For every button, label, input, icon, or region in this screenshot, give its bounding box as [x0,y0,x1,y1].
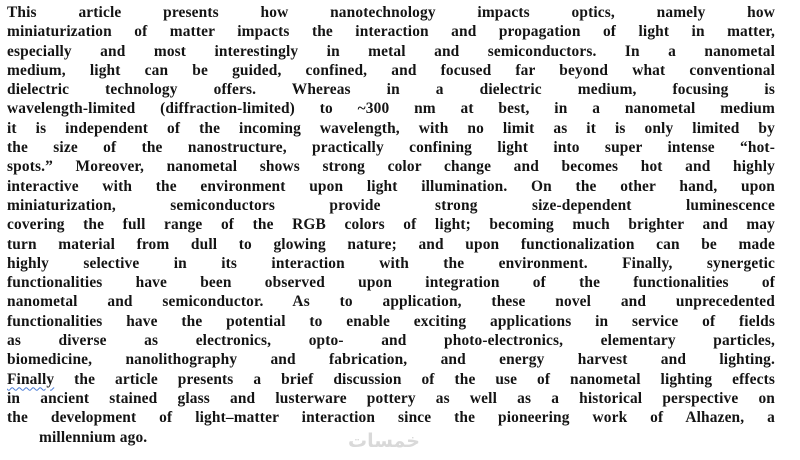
text-line-remainder: the article presents a brief discussion of the use of nanometal lighting effects [74,370,776,388]
abstract-paragraph [7,3,775,447]
text-line: functionalities have been observed upon integration of the functionalities of [7,274,775,292]
text-line: turn material from dull to glowing nature; and upon functionalization can be made [7,235,775,253]
text-line: interactive with the environment upon light illumination. On the other hand, upon [7,177,775,195]
text-line: This article presents how nanotechnology impacts optics, namely how [7,4,775,21]
text-line: dielectric technology offers. Whereas in a dielectric medium, focusing is [7,81,775,99]
text-line: spots.” Moreover, nanometal shows strong color change and becomes hot and highly [7,158,775,176]
watermark-logo: خمسات [348,430,420,452]
text-line: as diverse as electronics, opto- and photo-electronics, elementary particles, [7,332,775,350]
text-line: it is independent of the incoming wavelength, with no limit as it is only limited by [7,119,775,137]
spellcheck-marked-word[interactable]: Finally [7,370,55,388]
text-line: miniaturization of matter impacts the interaction and propagation of light in matter, [7,23,775,41]
text-line: especially and most interestingly in metal and semiconductors. In a nanometal [7,42,775,60]
text-line: functionalities have the potential to enable exciting applications in service of fields [7,312,775,330]
text-line: miniaturization, semiconductors provide strong size-dependent luminescence [7,196,775,214]
text-line: the development of light–matter interaction since the pioneering work of Alhazen, a [7,409,775,427]
text-line: wavelength-limited (diffraction-limited) to ~300 nm at best, in a nanometal medium [7,100,775,118]
text-line: medium, light can be guided, confined, and focused far beyond what conventional [7,61,775,79]
text-line-with-spellcheck [7,370,775,389]
text-line: the size of the nanostructure, practically confining light into super intense “hot- [7,139,775,157]
text-line: in ancient stained glass and lusterware pottery as well as a historical perspective on [7,389,775,407]
text-line: nanometal and semiconductor. As to application, these novel and unprecedented [7,293,775,311]
text-line: covering the full range of the RGB colors of light; becoming much brighter and may [7,216,775,234]
text-line: biomedicine, nanolithography and fabrication, and energy harvest and lighting. [7,351,775,369]
text-line-last: millennium ago. [39,428,148,446]
text-line: highly selective in its interaction with the environment. Finally, synergetic [7,254,775,272]
